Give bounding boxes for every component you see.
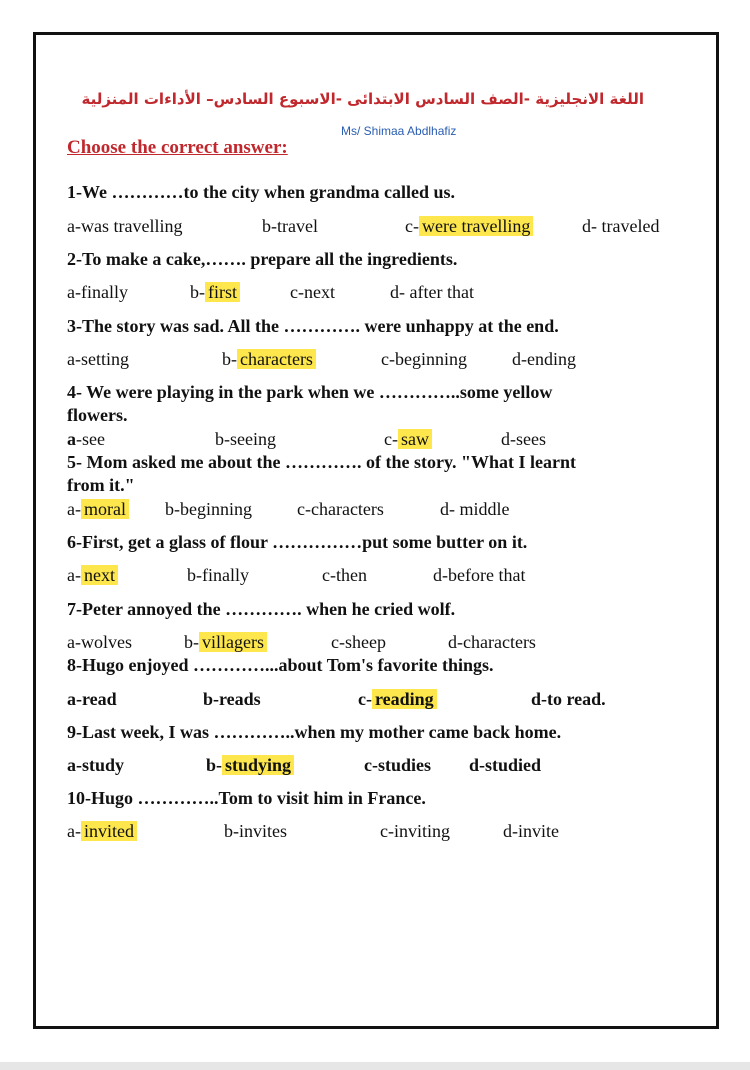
q8-option-d[interactable]: d-to read. [531, 689, 606, 709]
question-8: 8-Hugo enjoyed …………...about Tom's favorite things. [67, 655, 494, 675]
question-7: 7-Peter annoyed the …………. when he cried wolf. [67, 599, 456, 619]
q2-option-c[interactable]: c-next [290, 282, 335, 302]
highlighted-answer: invited [81, 821, 137, 841]
q5-option-b[interactable]: b-beginning [165, 499, 252, 519]
q8-option-b[interactable]: b-reads [203, 689, 261, 709]
highlighted-answer: reading [372, 689, 437, 709]
q1-option-d[interactable]: d- traveled [582, 216, 660, 236]
q2-option-b[interactable]: b- first [190, 282, 240, 303]
q9-option-b[interactable]: b- studying [206, 755, 294, 776]
question-2: 2-To make a cake,……. prepare all the ingredients. [67, 249, 458, 269]
highlighted-answer: characters [237, 349, 316, 369]
q9-option-d[interactable]: d-studied [469, 755, 542, 775]
q1-option-c[interactable]: c- were travelling [405, 216, 533, 237]
q7-option-a[interactable]: a-wolves [67, 632, 132, 652]
q4-option-b[interactable]: b-seeing [215, 429, 276, 449]
q3-option-c[interactable]: c-beginning [381, 349, 467, 369]
q7-option-d[interactable]: d-characters [448, 632, 536, 652]
q10-option-c[interactable]: c-inviting [380, 821, 450, 841]
q1-option-b[interactable]: b-travel [262, 216, 318, 236]
q6-option-a[interactable]: a- next [67, 565, 118, 586]
q3-option-a[interactable]: a-setting [67, 349, 129, 369]
q5-option-d[interactable]: d- middle [440, 499, 510, 519]
q5-option-a[interactable]: a- moral [67, 499, 129, 520]
highlighted-answer: moral [81, 499, 129, 519]
q7-option-c[interactable]: c-sheep [331, 632, 386, 652]
arabic-title: اللغة الانجليزية -الصف السادس الابتدائى -الاسبوع السادس– الأداءات المنزلية [81, 90, 644, 108]
q6-option-d[interactable]: d-before that [433, 565, 526, 585]
highlighted-answer: saw [398, 429, 432, 449]
q2-option-a[interactable]: a-finally [67, 282, 128, 302]
q8-option-a[interactable]: a-read [67, 689, 117, 709]
q5-option-c[interactable]: c-characters [297, 499, 384, 519]
question-6: 6-First, get a glass of flour ……………put some butter on it. [67, 532, 528, 552]
highlighted-answer: studying [222, 755, 294, 775]
question-3: 3-The story was sad. All the …………. were unhappy at the end. [67, 316, 559, 336]
question-5-line-2: from it." [67, 475, 135, 495]
highlighted-answer: were travelling [419, 216, 533, 236]
q9-option-a[interactable]: a-study [67, 755, 125, 775]
teacher-name: Ms/ Shimaa Abdlhafiz [341, 124, 457, 138]
q7-option-b[interactable]: b- villagers [184, 632, 267, 653]
highlighted-answer: first [205, 282, 240, 302]
q2-option-d[interactable]: d- after that [390, 282, 474, 302]
question-4-line-2: flowers. [67, 405, 128, 425]
q8-option-c[interactable]: c- reading [358, 689, 437, 710]
q6-option-c[interactable]: c-then [322, 565, 367, 585]
q4-option-a[interactable]: a-see [67, 429, 105, 449]
instruction-heading: Choose the correct answer: [67, 137, 288, 158]
question-5-line-1: 5- Mom asked me about the …………. of the story. "What I learnt [67, 452, 576, 472]
question-10: 10-Hugo …………..Tom to visit him in France. [67, 788, 426, 808]
q10-option-a[interactable]: a- invited [67, 821, 137, 842]
q10-option-b[interactable]: b-invites [224, 821, 287, 841]
q4-option-c[interactable]: c- saw [384, 429, 432, 450]
highlighted-answer: villagers [199, 632, 267, 652]
q6-option-b[interactable]: b-finally [187, 565, 249, 585]
q4-option-d[interactable]: d-sees [501, 429, 546, 449]
q3-option-b[interactable]: b- characters [222, 349, 316, 370]
question-1: 1-We …………to the city when grandma called us. [67, 182, 455, 202]
q3-option-d[interactable]: d-ending [512, 349, 576, 369]
q10-option-d[interactable]: d-invite [503, 821, 559, 841]
q1-option-a[interactable]: a-was travelling [67, 216, 183, 236]
question-4-line-1: 4- We were playing in the park when we …………..some yellow [67, 382, 553, 402]
q9-option-c[interactable]: c-studies [364, 755, 431, 775]
highlighted-answer: next [81, 565, 118, 585]
question-9: 9-Last week, I was …………..when my mother came back home. [67, 722, 562, 742]
